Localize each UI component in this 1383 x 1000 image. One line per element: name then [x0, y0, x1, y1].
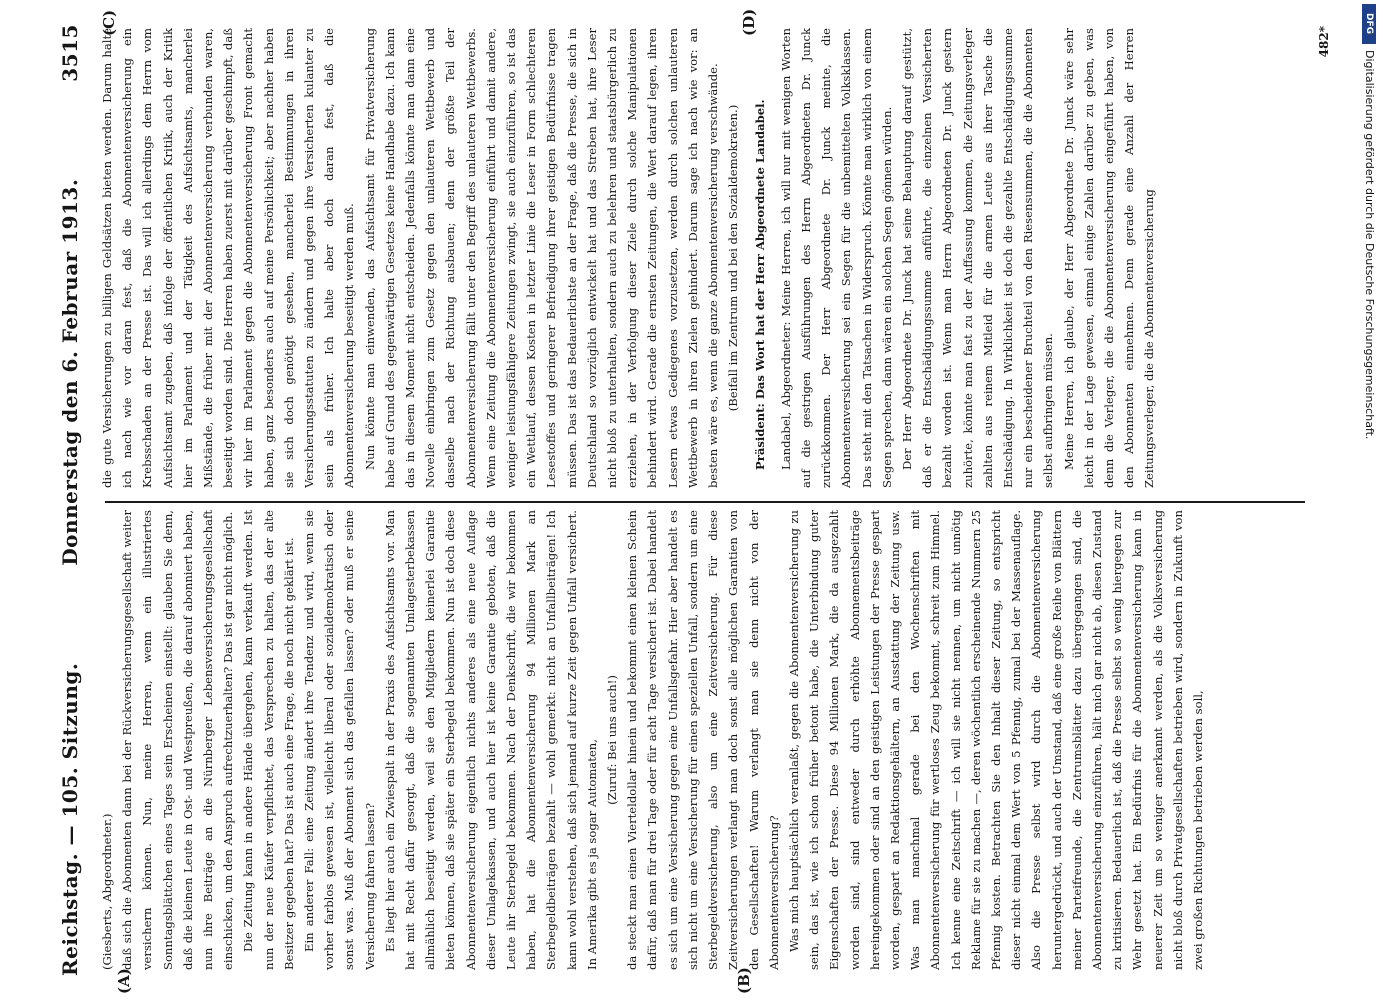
marginal-letter-a: (A) [115, 968, 133, 994]
paragraph: daß sich die Abonnenten dann bei der Rückversicherungsgesellschaft weiter versichern können. Nun, meine Herren, wenn ein illustriertes Sonntagsblättchen eines Tages sein Erscheinen einstellt: glauben Sie denn, daß die kleinen Leute in Ost- und Westpreußen, die darauf abonniert haben, nun ihre Beiträge an die Nürnberger Lebensversicherungsgesellschaft einschicken, um den Anspruch aufrechtzuerhalten? Das ist gar nicht möglich. [120, 510, 236, 970]
interjection: (Zuruf: Bei uns auch!) [605, 675, 620, 805]
paragraph: da steckt man einen Vierteldollar hinein und bekommt einen kleinen Schein dafür, daß man für drei Tage oder für acht Tage versichert ist. Dabei handelt es sich um eine Versicherung gegen eine Unfallsgefahr. Hier aber handelt es sich nicht um eine Versicherung für einen speziellen Unfall, sondern um eine Sterbegeldversicherung, also um eine Zeitversicherung. Für diese Zeitversicherungen verlangt man doch sonst alle möglichen Garantien von den Gesellschaften! Warum verlangt man sie denn nicht von der Abonnentenversicherung? [625, 510, 781, 970]
paragraph: Meine Herren, ich glaube, der Herr Abgeordnete Dr. Junck wäre sehr leicht in der Lage gewesen, einmal einige Zahlen darüber zu geben, was denn die Verleger, die die Abonnentenversicherung eingeführt haben, von den Abonnenten einnehmen. Denn gerade eine Anzahl der Herren Zeitungsverleger, die die Abonnentenversicherung [1061, 28, 1157, 488]
paragraph: Nun könnte man einwenden, das Aufsichtsamt für Privatversicherung habe auf Grund des gegenwärtigen Gesetzes keine Handhabe dazu. Ich kann das in diesem Moment nicht entscheiden. Jedenfalls könnte man dann eine Novelle einbringen zum Gesetz gegen den unlauteren Wettbewerb und dasselbe nach der Richtung ausbauen; denn der größte Teil der Abonnentenversicherung fällt unter den Begriff des unlauteren Wettbewerbs. Wenn eine Zeitung die Abonnentenversicherung einführt und damit andere, weniger leistungsfähigere Zeitungen zwingt, sie auch einzuführen, so ist das ein Wettlauf, dessen Kosten in letzter Linie die Leser in Form schlechteren Lesestoffes und geringerer Befriedigung ihrer geistigen Bedürfnisse tragen müssen. Das ist das Bedauerlichste an der Frage, daß die Presse, die sich in Deutschland so vorzüglich entwickelt hat und das Streben hat, ihre Leser nicht bloß zu unterhalten, sondern auch zu belehren und staatsbürgerlich zu erziehen, in der Verfolgung dieser Ziele durch solche Manipulationen behindert wird. Gerade die ernsten Zeitungen, die Wert darauf legen, ihren Lesern etwas Gediegenes vorzusetzen, werden durch solchen unlauteren Wettbewerb in ihren Zielen gehindert. Darum sage ich nach wie vor: an besten wäre es, wenn die ganze Abonnentenversicherung verschwände. [362, 28, 721, 488]
paragraph: Es liegt hier auch ein Zwiespalt in der Praxis des Aufsichtsamts vor. Man hat mit Recht dafür gesorgt, daß die sogenannten Umlagesterbekassen allmählich beseitigt werden, weil sie den Mitgliedern keinerlei Garantie bieten können, daß sie später ein Sterbegeld bekommen. Nun ist doch diese Abonnentenversicherung eigentlich nichts anderes als eine neue Auflage dieser Umlagekassen, und auch hier ist keine Garantie geboten, daß die Leute ihr Sterbegeld bekommen. Nach der Denkschrift, die wir bekommen haben, hat die Abonnentenversicherung 94 Millionen Mark an Sterbegeldbeiträgen bezahlt — wohl gemerkt: nicht an Unfallbeiträgen! Ich kann wohl verstehen, daß sich jemand auf kurze Zeit gegen Unfall versichert. In Amerika gibt es ja sogar Automaten, [382, 510, 599, 970]
signature-mark: 482* [1317, 26, 1331, 58]
marginal-letter-b: (B) [735, 967, 753, 994]
running-head [53, 24, 87, 976]
left-column [97, 510, 1312, 970]
applause-note: (Beifall im Zentrum und bei den Sozialdemokraten.) [726, 104, 741, 412]
paragraph: Der Herr Abgeordnete Dr. Junck hat seine Behauptung darauf gestützt, daß er die Entschädigungssumme anführte, die einzelnen Versicherten bezahlt worden ist. Wenn man Herrn Abgeordneten Dr. Junck gestern zuhörte, könnte man fast zu der Auffassung kommen, die Zeitungsverleger zahlten aus reinem Mitleid für die armen Leute aus ihrer Tasche die Entschädigung. In Wirklichkeit ist doch die gezahlte Entschädigungssumme nur ein bescheidener Bruchteil von den Riesensummen, die die Abonnenten selbst aufbringen müssen. [899, 28, 1056, 488]
president-remark: Präsident: Das Wort hat der Herr Abgeordnete Landabel. [752, 99, 767, 470]
digitization-sidebar [1355, 0, 1383, 1000]
page-number: 3515 [58, 24, 82, 82]
header-date: Donnerstag den 6. Februar 1913. [58, 178, 82, 566]
marginal-letter-d: (D) [740, 8, 758, 36]
header-session: Reichstag. — 105. Sitzung. [58, 662, 82, 976]
document-page [45, 0, 1335, 1000]
paragraph: die gute Versicherungen zu billigen Geldsätzen bieten werden. Darum halte ich nach wie vor daran fest, daß die Abonnentenversicherung ein Krebsschaden an der Presse ist. Das will ich allerdings dem Herrn vom Aufsichtsamt zugeben, daß infolge der öffentlichen Kritik, auch der Kritik hier im Parlament und der Tätigkeit des Aufsichtsamts, mancherlei Mißstände, die früher mit der Abonnentenversicherung verbunden waren, beseitigt worden sind. Die Herren haben zuerst mit darüber geschimpft, daß wir hier im Parlament gegen die Abonnentenversicherung Front gemacht haben, ganz besonders auch auf meine Persönlichkeit; aber nachher haben sie sich doch genötigt gesehen, mancherlei Bestimmungen in ihren Versicherungsstatuten zu ändern und gegen ihre Versicherten kulanter zu sein als früher. Ich halte aber doch daran fest, daß die Abonnentenversicherung beseitigt werden muß. [100, 28, 357, 488]
paragraph: Was mich hauptsächlich veranlaßt, gegen die Abonnentenversicherung zu sein, das ist, wie ich schon früher betont habe, die Unterbindung guter Eigenschaften der Presse. Diese 94 Millionen Mark, die da ausgezahlt worden sind, sind entweder durch erhöhte Abonnementsbeiträge hereingekommen oder sind an den geistigen Leistungen der Presse gespart worden, gespart an Redaktionsgehältern, an Ausstattung der Zeitung usw. Was man manchmal gerade bei den Wochenschriften mit Abonnentenversicherung für wertloses Zeug bekommt, schreit zum Himmel. Ich kenne eine Zeitschrift — ich will sie nicht nennen, um nicht unnötig Reklame für sie zu machen —, deren wöchentlich erscheinende Nummern 25 Pfennig kosten. Betrachten Sie den Inhalt dieser Zeitung, so entspricht dieser nicht einmal dem Wert von 5 Pfennig, zumal bei der Massenauflage. Also die Presse selbst wird durch die Abonnentenversicherung heruntergedrückt, und auch der Umstand, daß eine große Reihe von Blättern meiner Parteifreunde, die Zentrumsblätter dazu übergegangen sind, die Abonnentenversicherung einzuführen, hält mich gar nicht ab, diesen Zustand zu kritisieren. Bedauerlich ist, daß die Presse selbst so wenig hiergegen zur Wehr gesetzt hat. Ein Bedürfnis für die Abonnentenversicherung kann in neuerer Zeit um so weniger anerkannt werden, als die Volksversicherung nicht bloß durch Privatgesellschaften betrieben wird, sondern in Zukunft von zwei großen Richtungen betrieben werden soll, [786, 510, 1205, 970]
speaker-tag: (Giesberts, Abgeordneter.) [100, 813, 114, 970]
dfg-logo: DFG [1362, 4, 1376, 44]
marginal-letter-c: (C) [100, 9, 118, 36]
column-divider [105, 501, 1305, 503]
paragraph: Landabel, Abgeordneter: Meine Herren, ich will nur mit wenigen Worten auf die gestrigen Ausführungen des Herrn Abgeordneten Dr. Junck zurückkommen. Der Herr Abgeordnete Dr. Junck meinte, die Abonnentenversicherung sei ein Segen für die unbemittelten Volksklassen. Das steht mit den Tatsachen in Widerspruch. Könnte man wirklich von einem Segen sprechen, dann wären ein solchen Segen gönnen würden. [778, 28, 894, 488]
paragraph: Ein anderer Fall: eine Zeitung ändert ihre Tendenz und wird, wenn sie vorher farblos gewesen ist, vielleicht liberal oder sozialdemokratisch oder sonst was. Muß der Abonnent sich das gefallen lassen? oder muß er seine Versicherung fahren lassen? [302, 510, 377, 970]
paragraph: Die Zeitung kann in andere Hände übergehen, kann verkauft werden. Ist nun der neue Käufer verpflichtet, das Versprechen zu halten, das der alte Besitzer gegeben hat? Das ist auch eine Frage, die noch nicht geklärt ist. [241, 510, 296, 970]
funding-credit: Digitalisierung gefördert durch die Deutsche Forschungsgemeinschaft. [1363, 50, 1376, 440]
right-column [97, 28, 1312, 488]
